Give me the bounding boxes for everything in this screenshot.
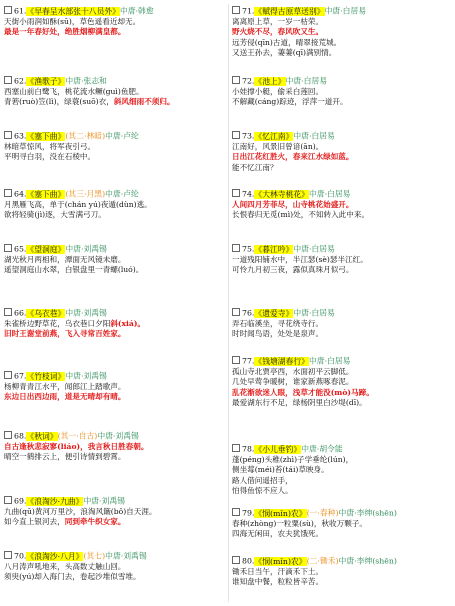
line-text: 须臾(yú)却入海门去，卷起沙堆似雪堆。 [4, 572, 141, 582]
poem-entry [232, 6, 454, 59]
poem-line [4, 392, 226, 402]
poem-title: 《塞下曲》 [26, 131, 66, 141]
poem-line [232, 163, 454, 173]
poem-author: 中唐·张志和 [65, 76, 107, 86]
poem-entry [232, 131, 454, 173]
poem-subtitle: (其三·月黑) [65, 189, 106, 199]
line-text: 锄禾日当午，汗滴禾下土。 [232, 566, 324, 576]
line-text: 湖光秋月两相和，潭面无风镜未磨。 [4, 254, 126, 264]
line-text: 不解藏(cáng)踪迹，浮萍一道开。 [232, 97, 348, 107]
poem-line [4, 210, 226, 220]
poem-line [4, 572, 226, 582]
poem-header [4, 76, 226, 87]
line-text: 四海无闲田，农夫犹饿死。 [232, 529, 324, 539]
poem-title: 《小儿垂钓》 [254, 444, 302, 454]
line-text: 路人借问遥招手， [232, 475, 293, 485]
poem-entry [232, 308, 454, 340]
line-text: 小娃撑小艇，偷采白莲回。 [232, 86, 324, 96]
famous-line: 斜(xiá)。 [110, 318, 146, 328]
poem-number: 67. [14, 371, 27, 381]
famous-line: 斜风细雨不须归。 [113, 97, 175, 107]
poem-author: 中唐·李绅(shēn) [338, 508, 397, 518]
poem-line [232, 329, 454, 339]
poem-line [232, 567, 454, 577]
poem-header [232, 508, 454, 519]
poem-author: 中唐·李绅(shēn) [338, 556, 397, 566]
poem-number: 73. [242, 131, 255, 141]
line-text: 平明寻白羽，没在石棱中。 [4, 152, 96, 162]
poem-line [4, 152, 226, 162]
line-text: 离离原上草，一岁一枯荣。 [232, 16, 324, 26]
poem-author: 中唐·白居易 [308, 356, 351, 366]
line-text: 江南好，风景旧曾谙(ān)。 [232, 141, 324, 151]
poem-line [232, 87, 454, 97]
line-text: 最爱湖东行不足，绿杨阴里白沙堤(dī)。 [232, 398, 367, 408]
poem-entry [4, 244, 226, 276]
poem-line [232, 38, 454, 48]
poem-header [4, 431, 226, 442]
poem-line [232, 388, 454, 398]
checkbox[interactable] [4, 189, 12, 197]
poem-number: 79. [242, 508, 255, 518]
poem-number: 70. [14, 551, 27, 561]
poem-title: 《忆江南》 [254, 131, 294, 141]
poem-line [232, 27, 454, 37]
line-text: 欲将轻骑(jì)逐，大雪满弓刀。 [4, 210, 106, 220]
checkbox[interactable] [4, 496, 12, 504]
poem-entry [232, 189, 454, 221]
poem-number: 69. [14, 496, 27, 506]
poem-number: 76. [242, 308, 255, 318]
poem-line [4, 27, 226, 37]
checkbox[interactable] [232, 189, 240, 197]
poem-number: 64. [14, 189, 27, 199]
checkbox[interactable] [4, 76, 12, 84]
famous-line: 人间四月芳菲尽，山寺桃花始盛开。 [232, 199, 354, 209]
poem-entry [4, 189, 226, 221]
poem-title: 《钱塘湖春行》 [254, 356, 309, 366]
checkbox[interactable] [4, 131, 12, 139]
poem-line [232, 142, 454, 152]
line-text: 可怜九月初三夜，露似真珠月似弓。 [232, 265, 354, 275]
poem-number: 62. [14, 76, 27, 86]
line-text: 青箬(ruò)笠(lì)，绿蓑(suō)衣， [4, 97, 114, 107]
poem-header [4, 496, 226, 507]
poem-number: 80. [242, 556, 255, 566]
poem-entry [4, 496, 226, 528]
poem-line [232, 465, 454, 475]
poem-author: 中唐·韩愈 [119, 6, 154, 16]
poem-line [232, 97, 454, 107]
checkbox[interactable] [232, 131, 240, 139]
poem-title: 《浪淘沙·九曲》 [26, 496, 84, 506]
poem-line [4, 142, 226, 152]
poem-line [4, 452, 226, 462]
famous-line: 野火烧不尽，春风吹又生。 [232, 27, 324, 37]
poem-header [4, 244, 226, 255]
line-text: 孤山寺北贾亭西，水面初平云脚低。 [232, 366, 354, 376]
poem-entry [4, 131, 226, 163]
poem-header [232, 244, 454, 255]
line-text: 长恨春归无觅(mì)处，不知转入此中来。 [232, 210, 370, 220]
poem-author: 中唐·白居易 [285, 76, 328, 86]
poem-title: 《秋词》 [26, 431, 58, 441]
checkbox[interactable] [4, 308, 12, 316]
poem-number: 78. [242, 444, 255, 454]
poem-subtitle: (二·锄禾) [306, 556, 339, 566]
poem-header [4, 6, 226, 17]
line-text: 弄石临溪坐，寻花绕寺行。 [232, 318, 324, 328]
line-text: 西塞山前白鹭飞，桃花流水鳜(guì)鱼肥。 [4, 86, 144, 96]
line-text: 春种(zhòng)一粒粟(sù)，秋收万颗子。 [232, 518, 367, 528]
poem-entry [4, 431, 226, 463]
poem-subtitle: (其一·自古) [57, 431, 98, 441]
poem-header [232, 6, 454, 17]
poem-entry [232, 76, 454, 108]
poem-line [232, 255, 454, 265]
poem-line [232, 48, 454, 58]
poem-line [4, 382, 226, 392]
poem-title: 《悯(mǐn)农》 [254, 508, 307, 518]
poem-line [232, 319, 454, 329]
poem-line [232, 210, 454, 220]
poem-line [4, 517, 226, 527]
line-text: 杨柳青青江水平，闻郎江上踏歌声。 [4, 381, 126, 391]
poem-line [232, 367, 454, 377]
poem-line [232, 377, 454, 387]
poem-line [4, 562, 226, 572]
poem-number: 68. [14, 431, 27, 441]
poem-title: 《乌衣巷》 [26, 308, 66, 318]
poem-line [4, 265, 226, 275]
poem-entry [4, 76, 226, 108]
line-text: 侧坐莓(méi)苔(tái)草映身。 [232, 465, 329, 475]
famous-line: 旧时王谢堂前燕，飞入寻常百姓家。 [4, 329, 126, 339]
checkbox[interactable] [4, 431, 12, 439]
poem-line [232, 200, 454, 210]
poem-entry [232, 556, 454, 588]
poem-author: 中唐·刘禹锡 [65, 371, 107, 381]
poem-header [232, 189, 454, 200]
poem-header [4, 551, 226, 562]
poem-number: 72. [242, 76, 255, 86]
checkbox[interactable] [4, 551, 12, 559]
poem-author: 中唐·刘禹锡 [97, 431, 139, 441]
poem-line [232, 519, 454, 529]
line-text: 一道残阳铺水中，半江瑟(sè)瑟半江红。 [232, 254, 368, 264]
poem-line [4, 507, 226, 517]
poem-header [232, 131, 454, 142]
line-text: 能不忆江南？ [232, 162, 278, 172]
poem-title: 《赋得古原草送别》 [254, 6, 325, 16]
poem-author: 中唐·刘禹锡 [65, 308, 107, 318]
line-text: 八月涛声吼地来，头高数丈触山回。 [4, 561, 126, 571]
line-text: 谁知盘中餐，粒粒皆辛苦。 [232, 577, 324, 587]
poem-number: 61. [14, 6, 27, 16]
poem-entry [232, 244, 454, 276]
poem-author: 中唐·刘禹锡 [83, 496, 125, 506]
line-text: 几处早莺争暖树，谁家新燕啄春泥。 [232, 377, 354, 387]
checkbox[interactable] [232, 556, 240, 564]
poem-number: 63. [14, 131, 27, 141]
line-text: 怕得鱼惊不应人。 [232, 486, 293, 496]
poem-line [232, 398, 454, 408]
poem-title: 《遗爱寺》 [254, 308, 294, 318]
poem-line [232, 577, 454, 587]
line-text: 月黑雁飞高，单于(chán yú)夜遁(dùn)逃。 [4, 199, 152, 209]
line-text: 天街小雨润如酥(sū)，草色遥看近却无。 [4, 16, 141, 26]
poem-title: 《池上》 [254, 76, 286, 86]
poem-entry [232, 356, 454, 409]
poem-author: 中唐·白居易 [293, 308, 335, 318]
poem-author: 中唐·卢纶 [105, 189, 139, 199]
poem-entry [4, 551, 226, 583]
poem-number: 71. [242, 6, 255, 16]
line-text: 朱雀桥边野草花，乌衣巷口夕阳 [4, 318, 111, 328]
checkbox[interactable] [232, 244, 240, 252]
poem-author: 中唐·刘禹锡 [65, 244, 107, 254]
checkbox[interactable] [4, 6, 12, 14]
poem-line [4, 97, 226, 107]
poem-author: 中唐·白居易 [324, 6, 367, 16]
poem-author: 中唐·胡令能 [301, 444, 343, 454]
poem-author: 中唐·刘禹锡 [105, 551, 147, 561]
line-text: 如今直上银河去， [4, 517, 65, 527]
poem-line [4, 17, 226, 27]
checkbox[interactable] [232, 76, 240, 84]
checkbox[interactable] [232, 308, 240, 316]
poem-line [4, 200, 226, 210]
poem-line [232, 265, 454, 275]
poem-line [232, 529, 454, 539]
poem-line [4, 319, 226, 329]
famous-line: 乱花渐欲迷人眼，浅草才能没(mò)马蹄。 [232, 387, 374, 397]
poem-subtitle: (一·春种) [306, 508, 339, 518]
famous-line: 最是一年春好处，绝胜烟柳满皇都。 [4, 27, 126, 37]
poem-title: 《大林寺桃花》 [254, 189, 309, 199]
poem-title: 《渔歌子》 [26, 76, 66, 86]
poem-title: 《竹枝词》 [26, 371, 66, 381]
line-text: 远芳侵(qīn)古道，晴翠接荒城。 [232, 37, 342, 47]
poem-author: 中唐·卢纶 [105, 131, 139, 141]
line-text: 九曲(qū)黄河万里沙，浪淘风簸(bǒ)自天涯。 [4, 506, 157, 516]
poem-title: 《塞下曲》 [26, 189, 66, 199]
poem-line [232, 17, 454, 27]
line-text: 林暗草惊风，将军夜引弓。 [4, 141, 96, 151]
line-text: 又送王孙去，萋萋(qī)满别情。 [232, 48, 337, 58]
famous-line: 同到牵牛织女家。 [64, 517, 126, 527]
poem-header [4, 371, 226, 382]
poem-number: 65. [14, 244, 27, 254]
column-divider [228, 4, 229, 602]
famous-line: 东边日出西边雨，道是无晴却有晴。 [4, 392, 126, 402]
checkbox[interactable] [232, 6, 240, 14]
line-text: 遥望洞庭山水翠，白银盘里一青螺(luó)。 [4, 265, 144, 275]
poem-subtitle: (其七) [83, 551, 106, 561]
famous-line: 日出江花红胜火，春来江水绿如蓝。 [232, 152, 354, 162]
poem-entry [4, 308, 226, 340]
poem-header [232, 308, 454, 319]
line-text: 蓬(péng)头稚(zhì)子学垂纶(lún)， [232, 454, 354, 464]
poem-line [232, 455, 454, 465]
poem-line [4, 329, 226, 339]
famous-line: 自古逢秋悲寂寥(liáo)，我言秋日胜春朝。 [4, 441, 149, 451]
poem-header [4, 308, 226, 319]
poem-entry [4, 371, 226, 403]
poem-line [232, 486, 454, 496]
poem-number: 74. [242, 189, 255, 199]
poem-number: 77. [242, 356, 255, 366]
poem-entry [232, 508, 454, 540]
poem-line [4, 87, 226, 97]
poem-header [232, 556, 454, 567]
line-text: 晴空一鹤排云上，便引诗情到碧霄。 [4, 452, 126, 462]
poem-line [232, 476, 454, 486]
poem-line [232, 152, 454, 162]
poem-author: 中唐·白居易 [308, 189, 351, 199]
checkbox[interactable] [4, 244, 12, 252]
poem-header [4, 131, 226, 142]
checkbox[interactable] [4, 371, 12, 379]
poem-title: 《早春呈水部张十八员外》 [26, 6, 120, 16]
poem-number: 66. [14, 308, 27, 318]
poem-header [4, 189, 226, 200]
poem-title: 《悯(mǐn)农》 [254, 556, 307, 566]
line-text: 时时闻鸟语，处处是泉声。 [232, 329, 324, 339]
checkbox[interactable] [232, 508, 240, 516]
poem-title: 《浪淘沙·八月》 [26, 551, 84, 561]
poem-title: 《暮江吟》 [254, 244, 294, 254]
poem-entry [232, 444, 454, 497]
poem-number: 75. [242, 244, 255, 254]
poem-author: 中唐·白居易 [293, 131, 335, 141]
checkbox[interactable] [232, 356, 240, 364]
poem-header [232, 444, 454, 455]
poem-entry [4, 6, 226, 38]
poem-subtitle: (其二·林暗) [65, 131, 106, 141]
poem-line [4, 255, 226, 265]
poem-author: 中唐·白居易 [293, 244, 335, 254]
poem-header [232, 76, 454, 87]
checkbox[interactable] [232, 444, 240, 452]
poem-title: 《望洞庭》 [26, 244, 66, 254]
poem-line [4, 442, 226, 452]
poem-header [232, 356, 454, 367]
